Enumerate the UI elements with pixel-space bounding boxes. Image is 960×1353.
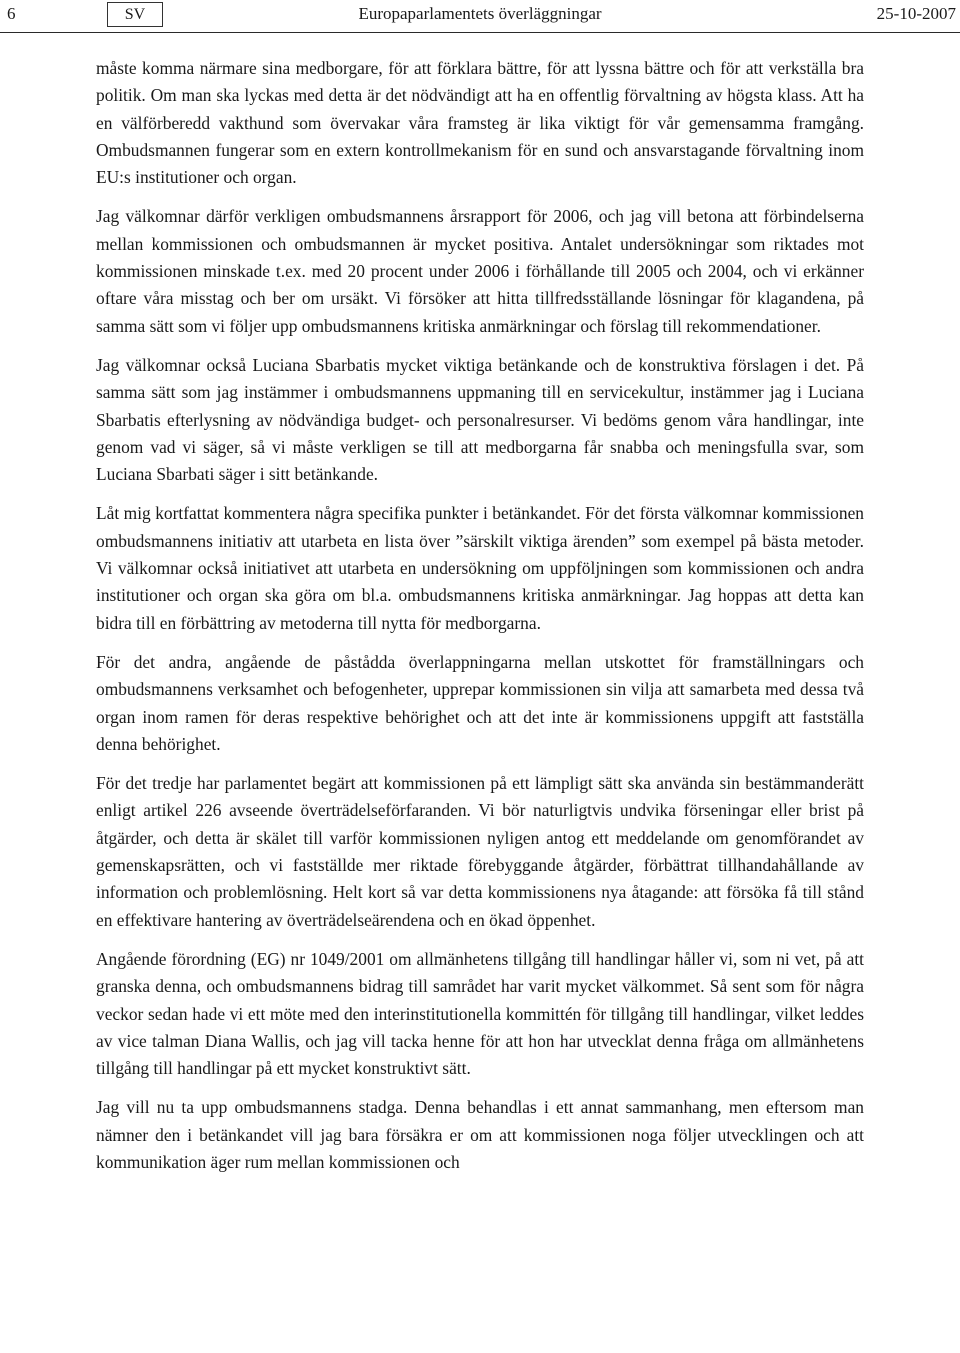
document-date: 25-10-2007 <box>876 4 956 23</box>
paragraph: Jag vill nu ta upp ombudsmannens stadga. Denna behandlas i ett annat sammanhang, men eftersom man nämner den i betänkandet vill jag bara försäkra er om att kommissionen noga följer utvecklingen och att kommunikation äger rum mellan kommissionen och <box>96 1097 864 1172</box>
language-code-box: SV <box>107 2 163 27</box>
page-header <box>0 0 960 33</box>
document-body <box>96 55 864 1188</box>
paragraph: Jag välkomnar därför verkligen ombudsmannens årsrapport för 2006, och jag vill betona att förbindelserna mellan kommissionen och ombudsmannen är mycket positiva. Antalet undersökningar som riktades mot kommissionen minskade t.ex. med 20 procent under 2006 i förhållande till 2005 och 2004, och vi erkänner oftare våra misstag och ber om ursäkt. Vi försöker att hitta tillfredsställande lösningar för klagandena, på samma sätt som vi följer upp ombudsmannens kritiska anmärkningar och förslag till rekommendationer. <box>96 206 864 336</box>
document-title: Europaparlamentets överläggningar <box>358 4 602 23</box>
paragraph: Angående förordning (EG) nr 1049/2001 om allmänhetens tillgång till handlingar håller vi, som ni vet, på att granska denna, och ombudsmannens bidrag till samrådet har varit mycket välkommet. Så sent som för några veckor sedan hade vi ett möte med den interinstitutionella kommittén för tillgång till handlingar, vilket leddes av vice talman Diana Wallis, och jag vill tacka henne för att hon har utvecklat denna fråga om allmänhetens tillgång till handlingar på ett mycket konstruktivt sätt. <box>96 948 864 1079</box>
page-number: 6 <box>7 4 16 23</box>
paragraph: För det andra, angående de påstådda överlappningarna mellan utskottet för framställningars och ombudsmannens verksamhet och befogenheter, upprepar kommissionen sin vilja att samarbeta med dessa två organ inom ramen för deras respektive behörighet och att det inte är kommissionens uppgift att fastställa denna behörighet. <box>96 651 864 754</box>
paragraph: För det tredje har parlamentet begärt att kommissionen på ett lämpligt sätt ska använda sin bestämmanderätt enligt artikel 226 avseende överträdelseförfaranden. Vi bör naturligtvis undvika förseningar eller brist på åtgärder, och detta är skälet till varför kommissionen nyligen antog ett meddelande om genomförandet av gemenskapsrätten, och vi fastställde mer riktade förebyggande åtgärder, förbättrat tillhandahållande av information och problemlösning. Helt kort så var detta kommissionens nya åtagande: att försöka få till stånd en effektivare hantering av överträdelseärendena och en ökad öppenhet. <box>96 773 864 930</box>
paragraph: Låt mig kortfattat kommentera några specifika punkter i betänkandet. För det första välkomnar kommissionen ombudsmannens initiativ att utarbeta en lista över ”särskilt viktiga ärenden” som exempel på bästa metoder. Vi välkomnar också initiativet att utarbeta en undersökning om uppföljningen som kommissionen och andra institutioner och organ ska göra om bl.a. ombudsmannens kritiska anmärkningar. Jag hoppas att detta kan bidra till en förbättring av metoderna till nytta för medborgarna. <box>96 503 864 633</box>
paragraph: måste komma närmare sina medborgare, för att förklara bättre, för att lyssna bättre och för att verkställa bra politik. Om man ska lyckas med detta är det nödvändigt att ha en offentlig förvaltning av högsta klass. Att ha en välförberedd vakthund som övervakar våra framsteg är lika viktigt för vår gemensamma framgång. Ombudsmannen fungerar som en extern kontrollmekanism för en sund och ansvarstagande förvaltning inom EU:s institutioner och organ. <box>96 58 864 188</box>
paragraph: Jag välkomnar också Luciana Sbarbatis mycket viktiga betänkande och de konstruktiva förslagen i det. På samma sätt som jag instämmer i ombudsmannens uppmaning till en servicekultur, instämmer jag i Luciana Sbarbatis efterlysning av nödvändiga budget- och personalresurser. Vi bedöms genom våra handlingar, inte genom vad vi säger, så vi måste verkligen se till att medborgarna får snabba och meningsfulla svar, som Luciana Sbarbati säger i sitt betänkande. <box>96 354 864 485</box>
